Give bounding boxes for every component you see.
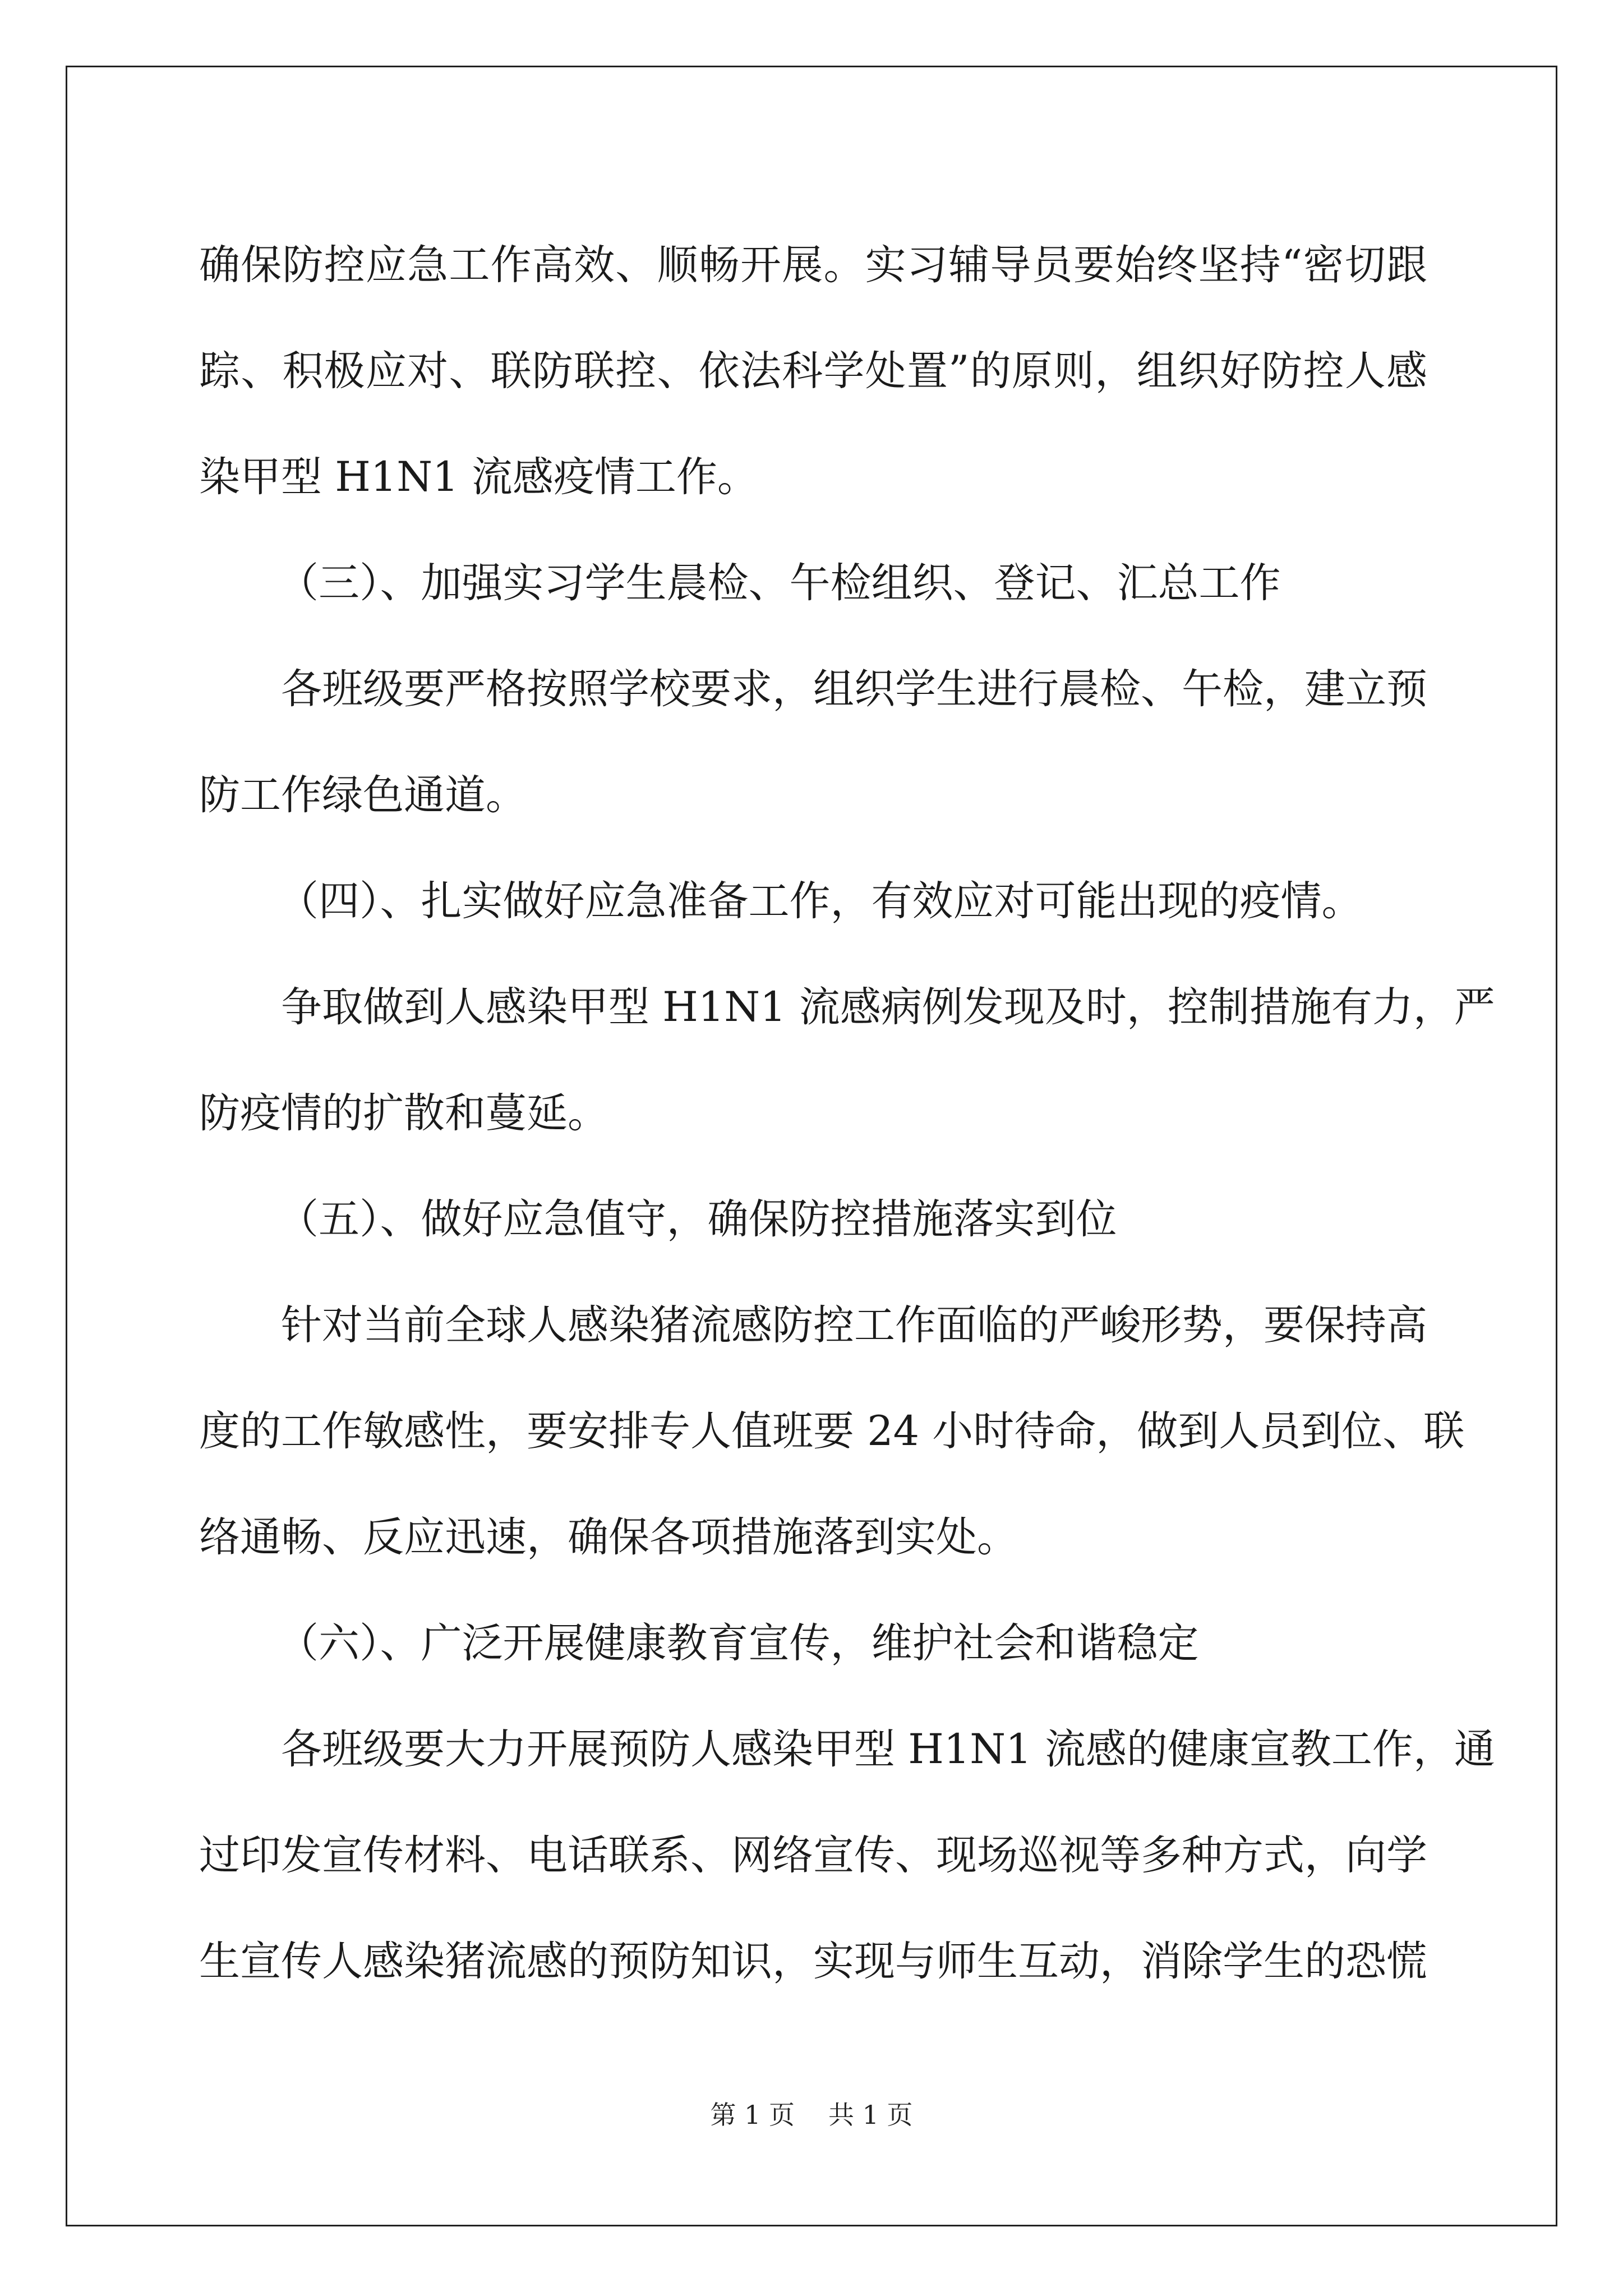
text-line: 防工作绿色通道。 [199, 771, 527, 819]
text-line: 确保防控应急工作高效、顺畅开展。实习辅导员要始终坚持“密切跟 [199, 241, 1427, 289]
page-footer [0, 2098, 1623, 2132]
text-line: 染甲型 H1N1 流感疫情工作。 [199, 453, 758, 501]
page-number: 第 1 页 [710, 2100, 795, 2130]
section-heading: （四）、扎实做好应急准备工作，有效应对可能出现的疫情。 [278, 877, 1363, 925]
section-heading: （五）、做好应急值守，确保防控措施落实到位 [278, 1195, 1117, 1243]
text-line: 过印发宣传材料、电话联系、网络宣传、现场巡视等多种方式，向学 [199, 1832, 1427, 1879]
text-line: 踪、积极应对、联防联控、依法科学处置”的原则，组织好防控人感 [199, 347, 1427, 395]
section-heading: （六）、广泛开展健康教育宣传，维护社会和谐稳定 [278, 1619, 1199, 1667]
text-line: 度的工作敏感性，要安排专人值班要 24 小时待命，做到人员到位、联 [199, 1407, 1465, 1455]
text-line: 针对当前全球人感染猪流感防控工作面临的严峻形势，要保持高 [281, 1301, 1427, 1349]
text-line: 络通畅、反应迅速，确保各项措施落到实处。 [199, 1513, 1018, 1561]
text-line: 生宣传人感染猪流感的预防知识，实现与师生互动，消除学生的恐慌 [199, 1938, 1427, 1985]
document-body [199, 212, 1495, 2014]
text-line: 各班级要大力开展预防人感染甲型 H1N1 流感的健康宣教工作，通 [281, 1726, 1495, 1773]
text-line: 各班级要严格按照学校要求，组织学生进行晨检、午检，建立预 [281, 665, 1427, 713]
section-heading: （三）、加强实习学生晨检、午检组织、登记、汇总工作 [278, 559, 1281, 607]
text-line: 争取做到人感染甲型 H1N1 流感病例发现及时，控制措施有力，严 [281, 983, 1495, 1031]
text-line: 防疫情的扩散和蔓延。 [199, 1089, 608, 1137]
page-total: 共 1 页 [828, 2100, 913, 2130]
